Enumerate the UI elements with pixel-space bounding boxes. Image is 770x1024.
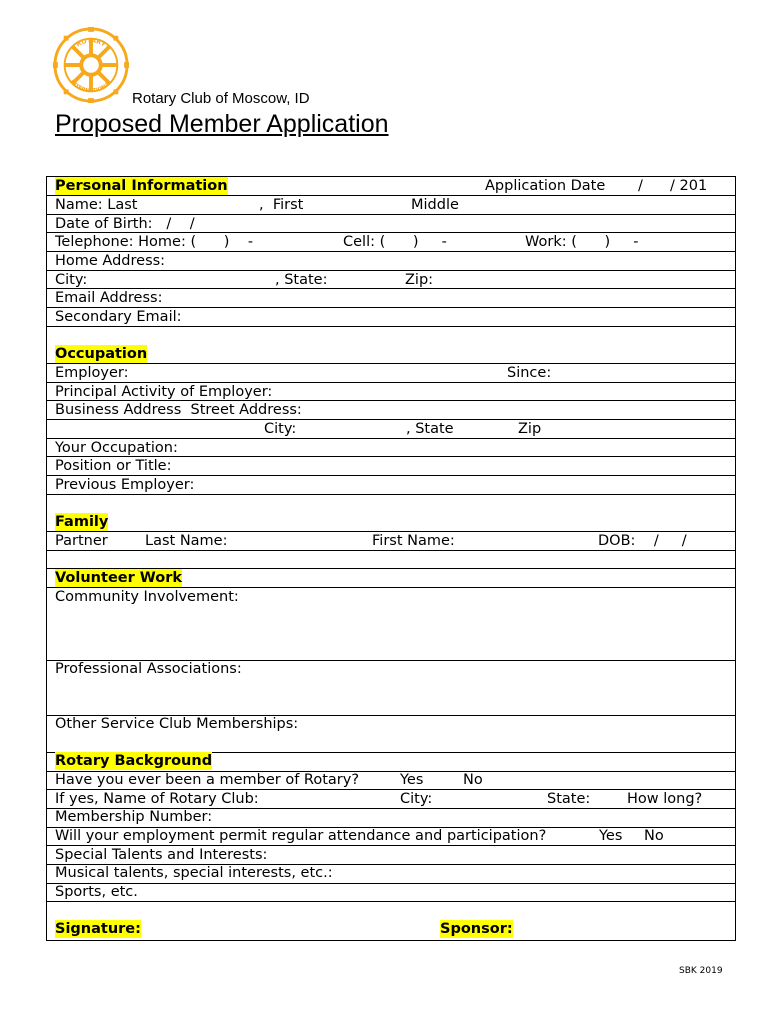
partner-first-name-field[interactable]: First Name: (372, 533, 455, 549)
partner-dob-field[interactable]: DOB: / / (598, 533, 687, 549)
footer-code: SBK 2019 (679, 966, 723, 976)
since-field[interactable]: Since: (507, 365, 552, 381)
family-heading: Family (55, 514, 109, 530)
community-involvement-field[interactable]: Community Involvement: (55, 589, 239, 605)
sponsor-field[interactable]: Sponsor: (440, 921, 513, 937)
name-middle-field[interactable]: Middle (411, 197, 459, 213)
business-zip-field[interactable]: Zip (518, 421, 542, 437)
personal-heading: Personal Information (55, 178, 228, 194)
telephone-cell-field[interactable]: Cell: ( ) - (343, 234, 447, 250)
signature-field[interactable]: Signature: (55, 921, 141, 937)
club-name: Rotary Club of Moscow, ID (132, 90, 310, 107)
your-occupation-field[interactable]: Your Occupation: (55, 440, 178, 456)
rotary-wheel-icon (52, 26, 130, 104)
prior-member-no[interactable]: No (463, 772, 483, 788)
business-state-field[interactable]: , State (406, 421, 454, 437)
prior-club-name-field[interactable]: If yes, Name of Rotary Club: (55, 791, 259, 807)
page-title: Proposed Member Application (55, 110, 389, 138)
application-date-slash: / (638, 178, 643, 194)
other-service-clubs-field[interactable]: Other Service Club Memberships: (55, 716, 299, 732)
prior-club-city-field[interactable]: City: (400, 791, 433, 807)
home-address-field[interactable]: Home Address: (55, 253, 166, 269)
occupation-heading: Occupation (55, 346, 148, 362)
prior-club-state-field[interactable]: State: (547, 791, 591, 807)
name-first-field[interactable]: , First (259, 197, 304, 213)
secondary-email-field[interactable]: Secondary Email: (55, 309, 182, 325)
application-date-year: / 201 (670, 178, 708, 194)
partner-label: Partner (55, 533, 108, 549)
city-field[interactable]: City: (55, 272, 88, 288)
employer-field[interactable]: Employer: (55, 365, 129, 381)
logo-text-top: ROTARY (75, 37, 107, 49)
special-talents-field[interactable]: Special Talents and Interests: (55, 847, 268, 863)
logo-text-bottom: INTERNATIONAL (68, 78, 114, 95)
name-last-field[interactable]: Name: Last (55, 197, 138, 213)
previous-employer-field[interactable]: Previous Employer: (55, 477, 195, 493)
application-date-label: Application Date (485, 178, 606, 194)
rotary-heading: Rotary Background (55, 753, 213, 769)
state-field[interactable]: , State: (275, 272, 328, 288)
telephone-work-field[interactable]: Work: ( ) - (525, 234, 639, 250)
attendance-no[interactable]: No (644, 828, 664, 844)
musical-talents-field[interactable]: Musical talents, special interests, etc.: (55, 865, 333, 881)
prior-member-yes[interactable]: Yes (400, 772, 424, 788)
position-title-field[interactable]: Position or Title: (55, 458, 172, 474)
volunteer-heading: Volunteer Work (55, 570, 183, 586)
membership-number-field[interactable]: Membership Number: (55, 809, 213, 825)
principal-activity-field[interactable]: Principal Activity of Employer: (55, 384, 273, 400)
attendance-question: Will your employment permit regular attendance and participation? (55, 828, 547, 844)
sports-field[interactable]: Sports, etc. (55, 884, 138, 900)
attendance-yes[interactable]: Yes (599, 828, 623, 844)
partner-last-name-field[interactable]: Last Name: (145, 533, 228, 549)
business-city-field[interactable]: City: (264, 421, 297, 437)
application-form (46, 176, 736, 941)
prior-member-question: Have you ever been a member of Rotary? (55, 772, 360, 788)
email-field[interactable]: Email Address: (55, 290, 163, 306)
professional-associations-field[interactable]: Professional Associations: (55, 661, 242, 677)
prior-club-how-long-field[interactable]: How long? (627, 791, 703, 807)
zip-field[interactable]: Zip: (405, 272, 434, 288)
telephone-home-field[interactable]: Telephone: Home: ( ) - (55, 234, 254, 250)
business-address-field[interactable]: Business Address Street Address: (55, 402, 302, 418)
date-of-birth-field[interactable]: Date of Birth: / / (55, 216, 195, 232)
